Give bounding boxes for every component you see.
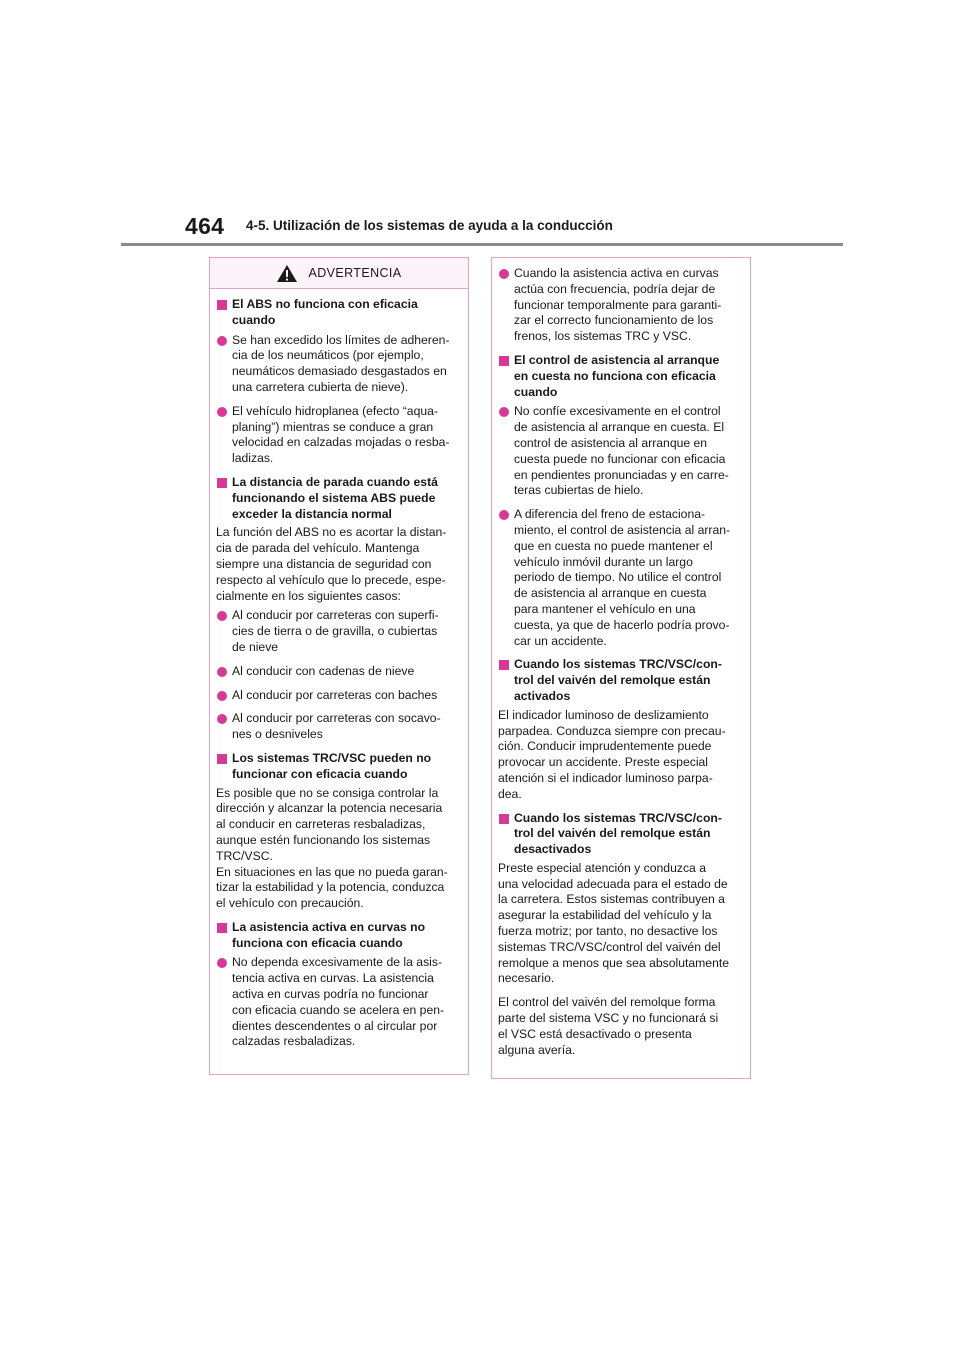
left-column-bullet: Al conducir con cadenas de nieve <box>216 664 462 680</box>
right-column-para: El indicador luminoso de deslizamiento parpadea. Conduzca siempre con precau- ción. Conducir imprudentemente puede provocar un accidente. Preste especial atención si el indicador luminoso parpa- dea. <box>498 707 726 801</box>
left-column-bullet: No dependa excesivamente de la asis- tencia activa en curvas. La asistencia activa en curvas podría no funcionar con eficacia cuando se acelera en pen- dientes descendentes o al circular por calzadas resbaladizas. <box>216 955 462 1050</box>
left-column-content <box>210 289 468 1050</box>
section-title: 4-5. Utilización de los sistemas de ayuda a la conducción <box>246 218 613 233</box>
left-column-para: Es posible que no se consiga controlar la dirección y alcanzar la potencia necesaria al conducir en carreteras resbaladizas, aunque estén funcionando los sistemas TRC/VSC. En situaciones en las que no pueda garan- tizar la estabilidad y la potencia, conduzca el vehículo con precaución. <box>216 785 448 911</box>
right-column-bullet: No confíe excesivamente en el control de asistencia al arranque en cuesta. El control de asistencia al arranque en cuesta puede no funcionar con eficacia en pendientes pronunciadas y en carre- teras cubiertas de hielo. <box>498 404 744 499</box>
right-column-para: El control del vaivén del remolque forma parte del sistema VSC y no funcionará si el VSC está desactivado o presenta alguna avería. <box>498 995 719 1057</box>
left-column-bullet: El vehículo hidroplanea (efecto “aqua- planing”) mientras se conduce a gran velocidad en calzadas mojadas o resba- ladizas. <box>216 404 462 467</box>
warning-header <box>210 258 468 289</box>
left-column-heading: La asistencia activa en curvas no funciona con eficacia cuando <box>216 920 462 952</box>
page-number: 464 <box>185 213 225 239</box>
right-column-bullet: Cuando la asistencia activa en curvas actúa con frecuencia, podría dejar de funcionar temporalmente para garanti- zar el correcto funcionamiento de los frenos, los sistemas TRC y VSC. <box>498 266 744 345</box>
header-rule <box>121 243 843 246</box>
left-column-bullet: Al conducir por carreteras con socavo- nes o desniveles <box>216 711 462 743</box>
left-column-bullet: Se han excedido los límites de adheren- cia de los neumáticos (por ejemplo, neumáticos demasiado desgastados en una carretera cubierta de nieve). <box>216 333 462 396</box>
warning-triangle-icon <box>276 264 298 283</box>
left-column-heading: Los sistemas TRC/VSC pueden no funcionar con eficacia cuando <box>216 751 462 783</box>
left-column-bullet: Al conducir por carreteras con superfi- cies de tierra o de gravilla, o cubiertas de nieve <box>216 608 462 655</box>
right-column-bullet: A diferencia del freno de estaciona- miento, el control de asistencia al arran- que en cuesta no puede mantener el vehículo inmóvil durante un largo periodo de tiempo. No utilice el control de asistencia al arranque en cuesta para mantener el vehículo en una cuesta, ya que de hacerlo podría provo- car un accidente. <box>498 507 744 649</box>
right-column-content <box>492 258 750 1058</box>
right-column-para: Preste especial atención y conduzca a una velocidad adecuada para el estado de la carretera. Estos sistemas contribuyen a asegurar la estabilidad del vehículo y la fuerza motriz; por tanto, no desactive los sistemas TRC/VSC/control del vaivén del remolque a menos que sea absolutamente necesario. <box>498 860 730 986</box>
warning-title: ADVERTENCIA <box>308 266 402 280</box>
warning-box <box>209 257 469 1075</box>
continued-warning-box <box>491 257 751 1079</box>
right-column-heading: Cuando los sistemas TRC/VSC/con- trol del vaivén del remolque están activados <box>498 657 744 704</box>
right-column-heading: El control de asistencia al arranque en cuesta no funciona con eficacia cuando <box>498 353 744 400</box>
right-column-heading: Cuando los sistemas TRC/VSC/con- trol del vaivén del remolque están desactivados <box>498 811 744 858</box>
left-column-para: La función del ABS no es acortar la distan- cia de parada del vehículo. Mantenga siempre una distancia de seguridad con respecto al vehículo que lo precede, espe- cialmente en los siguientes casos: <box>216 525 447 603</box>
left-column-heading: El ABS no funciona con eficacia cuando <box>216 297 462 329</box>
left-column-heading: La distancia de parada cuando está funcionando el sistema ABS puede exceder la distancia normal <box>216 475 462 522</box>
left-column-bullet: Al conducir por carreteras con baches <box>216 688 462 704</box>
